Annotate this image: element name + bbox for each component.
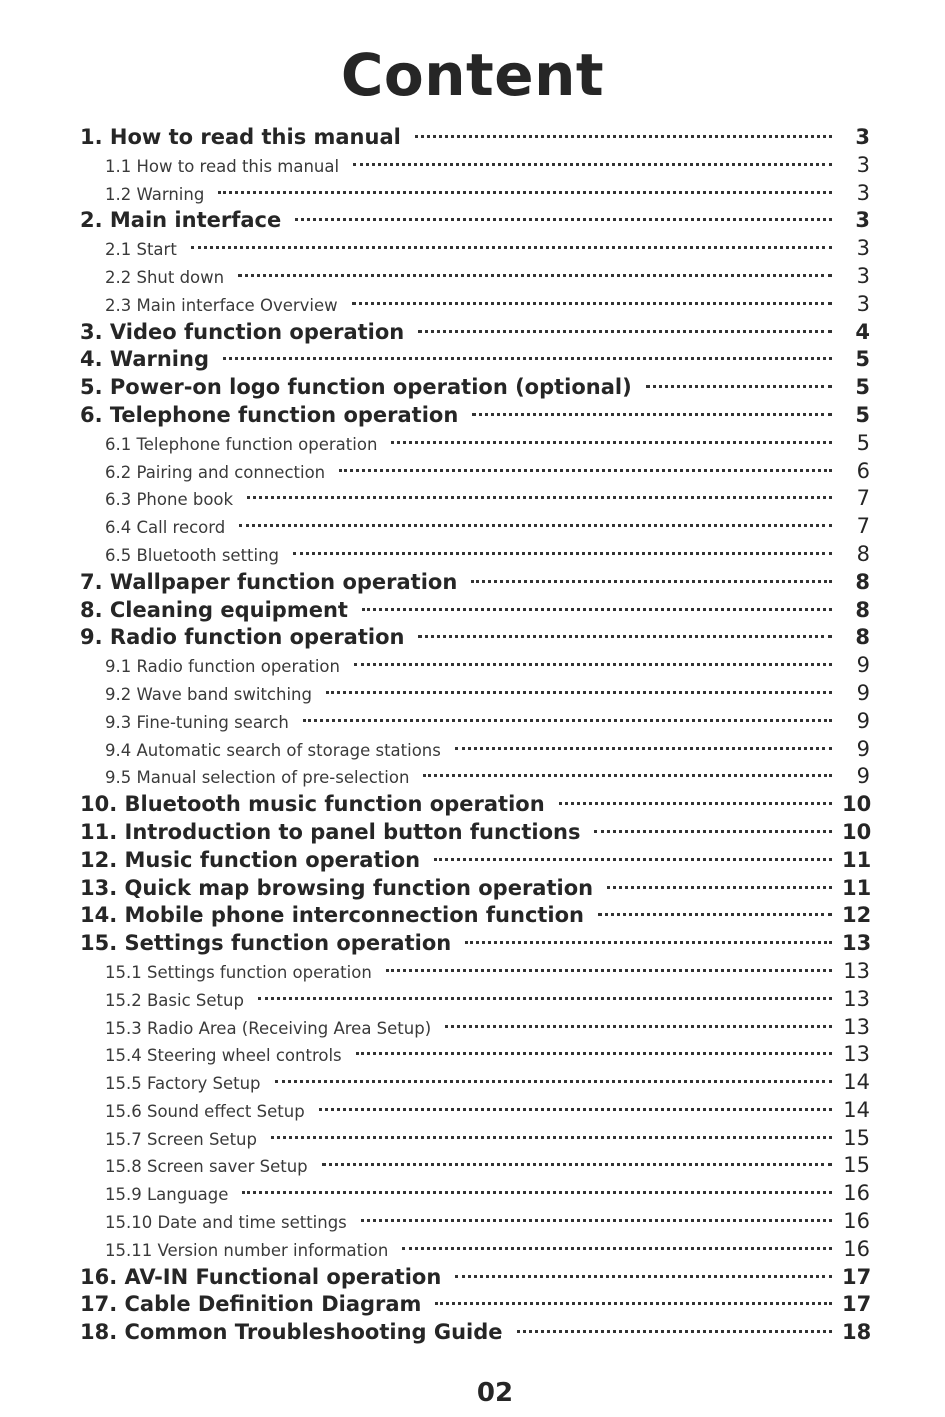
toc-entry-label: 17. Cable Definition Diagram <box>80 1292 422 1317</box>
toc-subsection[interactable] <box>80 513 870 541</box>
toc-subsection[interactable] <box>80 763 870 791</box>
toc-entry-label: 1.2 Warning <box>105 184 205 204</box>
toc-entry-page-number: 13 <box>843 986 870 1011</box>
toc-entry-label: 2.3 Main interface Overview <box>105 295 338 315</box>
toc-subsection[interactable] <box>80 152 870 180</box>
toc-section[interactable] <box>80 875 870 903</box>
toc-entry-page-number: 9 <box>856 708 870 733</box>
toc-entry-page-number: 10 <box>842 792 872 817</box>
toc-subsection[interactable] <box>80 680 870 708</box>
toc-section[interactable] <box>80 624 870 652</box>
toc-subsection[interactable] <box>80 1152 870 1180</box>
toc-entry-page-number: 11 <box>842 875 872 900</box>
dot-leader <box>354 663 832 666</box>
dot-leader <box>445 1025 832 1028</box>
toc-entry-page-number: 5 <box>856 430 870 455</box>
toc-entry-label: 9.3 Fine-tuning search <box>105 712 289 732</box>
toc-section[interactable] <box>80 1291 870 1319</box>
toc-entry-label: 4. Warning <box>80 347 209 372</box>
toc-entry-label: 2.2 Shut down <box>105 267 225 287</box>
toc-entry-page-number: 14 <box>843 1097 870 1122</box>
toc-entry-label: 6. Telephone function operation <box>80 402 459 427</box>
toc-entry-label: 15.10 Date and time settings <box>105 1213 347 1233</box>
dot-leader <box>356 1052 832 1055</box>
toc-section[interactable] <box>80 791 870 819</box>
dot-leader <box>322 1163 832 1166</box>
toc-section[interactable] <box>80 374 870 402</box>
page-number: 02 <box>476 1378 514 1408</box>
toc-entry-label: 2. Main interface <box>80 208 282 233</box>
toc-entry-label: 15.3 Radio Area (Receiving Area Setup) <box>105 1018 432 1038</box>
toc-entry-label: 9.1 Radio function operation <box>105 657 340 677</box>
toc-entry-label: 7. Wallpaper function operation <box>80 569 458 594</box>
dot-leader <box>418 330 832 333</box>
toc-entry-label: 15.11 Version number information <box>105 1240 389 1260</box>
toc-entry-page-number: 7 <box>856 514 870 539</box>
toc-entry-page-number: 9 <box>856 736 870 761</box>
toc-section[interactable] <box>80 930 870 958</box>
toc-section[interactable] <box>80 402 870 430</box>
dot-leader <box>247 496 832 499</box>
toc-section[interactable] <box>80 124 870 152</box>
dot-leader <box>326 691 832 694</box>
toc-entry-label: 9. Radio function operation <box>80 625 405 650</box>
dot-leader <box>339 469 832 472</box>
toc-entry-label: 6.4 Call record <box>105 518 226 538</box>
dot-leader <box>319 1108 832 1111</box>
toc-entry-page-number: 4 <box>855 319 870 344</box>
dot-leader <box>435 1302 832 1305</box>
toc-entry-page-number: 6 <box>856 458 870 483</box>
toc-section[interactable] <box>80 597 870 625</box>
dot-leader <box>218 191 832 194</box>
toc-entry-label: 1. How to read this manual <box>80 125 401 149</box>
toc-entry-page-number: 10 <box>842 819 872 844</box>
toc-subsection[interactable] <box>80 1097 870 1125</box>
toc-entry-label: 15.8 Screen saver Setup <box>105 1157 308 1177</box>
toc-entry-label: 10. Bluetooth music function operation <box>80 792 545 817</box>
toc-entry-page-number: 3 <box>856 263 870 288</box>
toc-entry-label: 5. Power-on logo function operation (optional) <box>80 375 632 400</box>
dot-leader <box>391 441 832 444</box>
toc-entry-page-number: 3 <box>855 125 870 149</box>
toc-section[interactable] <box>80 1264 870 1292</box>
toc-entry-page-number: 13 <box>842 931 872 956</box>
toc-subsection[interactable] <box>80 958 870 986</box>
toc-entry-page-number: 8 <box>856 541 870 566</box>
dot-leader <box>434 858 832 861</box>
toc-subsection[interactable] <box>80 1069 870 1097</box>
dot-leader <box>423 774 832 777</box>
toc-subsection[interactable] <box>80 1180 870 1208</box>
toc-entry-page-number: 5 <box>855 402 870 427</box>
toc-section[interactable] <box>80 1319 870 1347</box>
toc-entry-page-number: 16 <box>843 1181 870 1206</box>
toc-entry-page-number: 9 <box>856 680 870 705</box>
toc-entry-page-number: 15 <box>843 1125 870 1150</box>
toc-entry-label: 13. Quick map browsing function operation <box>80 875 594 900</box>
toc-subsection[interactable] <box>80 485 870 513</box>
toc-entry-page-number: 17 <box>842 1292 872 1317</box>
dot-leader <box>607 886 832 889</box>
dot-leader <box>223 357 832 360</box>
toc-entry-page-number: 13 <box>843 1014 870 1039</box>
toc-entry-label: 6.5 Bluetooth setting <box>105 545 280 565</box>
toc-subsection[interactable] <box>80 1236 870 1264</box>
dot-leader <box>465 941 832 944</box>
toc-entry-label: 15.5 Factory Setup <box>105 1074 261 1094</box>
dot-leader <box>258 997 832 1000</box>
dot-leader <box>455 1275 832 1278</box>
toc-entry-label: 15.9 Language <box>105 1185 229 1205</box>
toc-section[interactable] <box>80 207 870 235</box>
dot-leader <box>239 524 832 527</box>
toc-entry-page-number: 3 <box>856 236 870 261</box>
toc-subsection[interactable] <box>80 180 870 208</box>
toc-section[interactable] <box>80 569 870 597</box>
toc-entry-label: 15. Settings function operation <box>80 931 452 956</box>
toc-entry-page-number: 15 <box>843 1153 870 1178</box>
dot-leader <box>295 218 832 221</box>
dot-leader <box>415 135 832 138</box>
dot-leader <box>353 163 832 166</box>
table-of-contents <box>80 124 870 1347</box>
toc-entry-page-number: 5 <box>855 347 870 372</box>
dot-leader <box>303 719 832 722</box>
toc-entry-label: 8. Cleaning equipment <box>80 597 348 622</box>
toc-subsection[interactable] <box>80 736 870 764</box>
toc-entry-page-number: 3 <box>855 208 870 233</box>
toc-entry-page-number: 11 <box>842 847 872 872</box>
toc-entry-page-number: 13 <box>843 1042 870 1067</box>
toc-entry-label: 14. Mobile phone interconnection function <box>80 903 585 928</box>
toc-entry-page-number: 16 <box>843 1236 870 1261</box>
dot-leader <box>517 1330 832 1333</box>
dot-leader <box>271 1136 832 1139</box>
dot-leader <box>242 1191 832 1194</box>
toc-section[interactable] <box>80 819 870 847</box>
toc-subsection[interactable] <box>80 1208 870 1236</box>
toc-entry-label: 9.5 Manual selection of pre-selection <box>105 768 410 788</box>
dot-leader <box>418 635 832 638</box>
toc-entry-label: 15.4 Steering wheel controls <box>105 1046 342 1066</box>
toc-subsection[interactable] <box>80 263 870 291</box>
toc-subsection[interactable] <box>80 986 870 1014</box>
toc-subsection[interactable] <box>80 430 870 458</box>
dot-leader <box>455 747 832 750</box>
toc-entry-page-number: 7 <box>856 486 870 511</box>
dot-leader <box>238 274 832 277</box>
dot-leader <box>361 1219 832 1222</box>
toc-entry-page-number: 17 <box>842 1264 872 1289</box>
dot-leader <box>386 969 832 972</box>
dot-leader <box>594 830 832 833</box>
toc-subsection[interactable] <box>80 291 870 319</box>
dot-leader <box>191 246 832 249</box>
dot-leader <box>646 385 832 388</box>
toc-entry-page-number: 16 <box>843 1209 870 1234</box>
toc-entry-label: 6.1 Telephone function operation <box>105 434 378 454</box>
toc-entry-page-number: 8 <box>855 597 870 622</box>
toc-entry-page-number: 8 <box>855 569 870 594</box>
page-title: Content <box>340 41 605 109</box>
toc-subsection[interactable] <box>80 652 870 680</box>
toc-entry-label: 2.1 Start <box>105 240 177 260</box>
dot-leader <box>598 913 832 916</box>
toc-entry-label: 16. AV-IN Functional operation <box>80 1264 442 1289</box>
toc-subsection[interactable] <box>80 708 870 736</box>
toc-entry-label: 15.6 Sound effect Setup <box>105 1101 305 1121</box>
toc-section[interactable] <box>80 319 870 347</box>
dot-leader <box>472 413 832 416</box>
toc-entry-label: 1.1 How to read this manual <box>105 156 340 176</box>
toc-entry-label: 15.1 Settings function operation <box>105 962 372 982</box>
toc-entry-page-number: 3 <box>856 152 870 177</box>
toc-entry-page-number: 3 <box>856 180 870 205</box>
toc-section[interactable] <box>80 346 870 374</box>
toc-subsection[interactable] <box>80 458 870 486</box>
toc-entry-page-number: 9 <box>856 653 870 678</box>
toc-section[interactable] <box>80 902 870 930</box>
toc-entry-page-number: 9 <box>856 764 870 789</box>
toc-entry-label: 11. Introduction to panel button functions <box>80 819 581 844</box>
dot-leader <box>293 552 832 555</box>
toc-entry-label: 15.7 Screen Setup <box>105 1129 257 1149</box>
toc-entry-label: 18. Common Troubleshooting Guide <box>80 1320 503 1345</box>
toc-entry-label: 12. Music function operation <box>80 847 421 872</box>
toc-subsection[interactable] <box>80 1125 870 1153</box>
toc-entry-label: 9.2 Wave band switching <box>105 684 312 704</box>
toc-entry-page-number: 18 <box>842 1320 872 1345</box>
dot-leader <box>275 1080 832 1083</box>
toc-entry-label: 15.2 Basic Setup <box>105 990 244 1010</box>
toc-entry-page-number: 5 <box>855 375 870 400</box>
dot-leader <box>559 802 832 805</box>
toc-entry-page-number: 12 <box>842 903 872 928</box>
toc-subsection[interactable] <box>80 235 870 263</box>
dot-leader <box>352 302 832 305</box>
toc-entry-page-number: 3 <box>856 291 870 316</box>
toc-subsection[interactable] <box>80 1014 870 1042</box>
toc-section[interactable] <box>80 847 870 875</box>
toc-subsection[interactable] <box>80 1041 870 1069</box>
toc-entry-page-number: 8 <box>855 625 870 650</box>
dot-leader <box>362 608 832 611</box>
dot-leader <box>402 1247 832 1250</box>
toc-entry-page-number: 13 <box>843 958 870 983</box>
dot-leader <box>471 580 832 583</box>
toc-entry-label: 9.4 Automatic search of storage stations <box>105 740 441 760</box>
toc-entry-page-number: 14 <box>843 1070 870 1095</box>
toc-subsection[interactable] <box>80 541 870 569</box>
toc-entry-label: 6.2 Pairing and connection <box>105 462 326 482</box>
toc-entry-label: 3. Video function operation <box>80 319 405 344</box>
toc-entry-label: 6.3 Phone book <box>105 490 234 510</box>
